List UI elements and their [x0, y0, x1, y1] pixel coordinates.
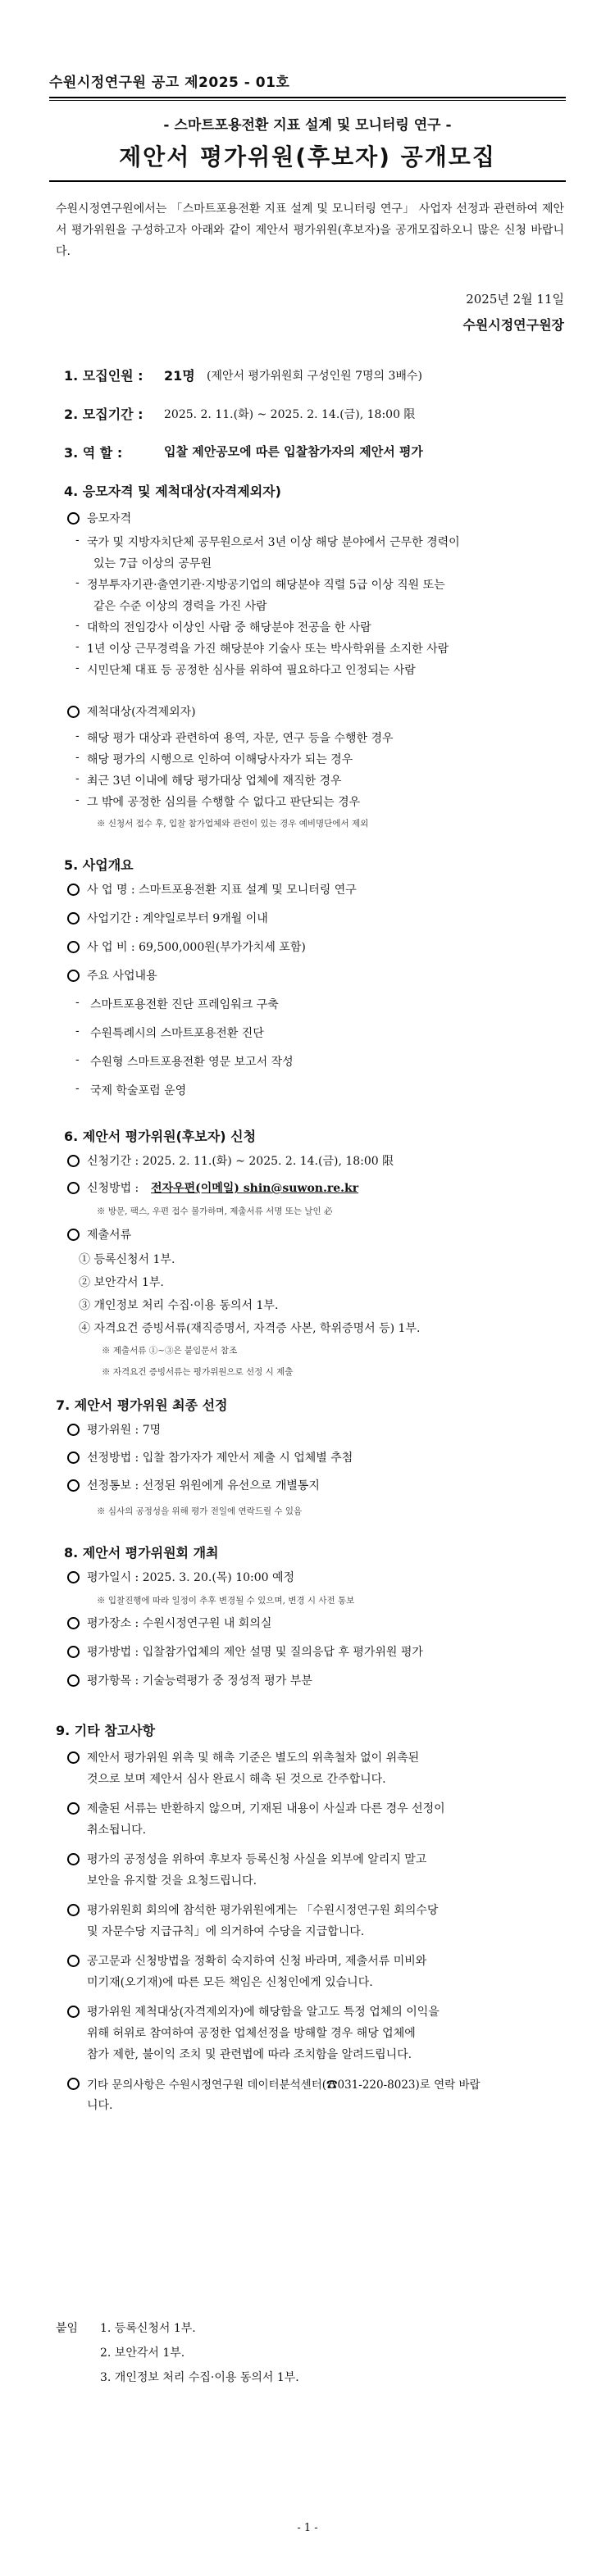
s5-content-item: 국제 학술포럼 운영 — [90, 1084, 187, 1097]
s1-detail: (제안서 평가위원회 구성인원 7명의 3배수) — [207, 370, 422, 383]
circle-bullet-icon — [67, 1646, 80, 1658]
s2-label: 2. 모집기간 : — [64, 407, 144, 422]
s6-docs-head: 제출서류 — [87, 1229, 132, 1242]
s4-excl-line: 해당 평가의 시행으로 인하여 이해당사자가 되는 경우 — [87, 753, 353, 766]
circle-bullet-icon — [67, 1904, 80, 1916]
circle-bullet-icon — [67, 1452, 80, 1464]
s7-note: ※ 심사의 공정성을 위해 평가 전일에 연락드릴 수 있음 — [97, 1506, 303, 1516]
document-subtitle: - 스마트포용전환 지표 설계 및 모니터링 연구 - — [163, 117, 452, 134]
attach-item: 3. 개인정보 처리 수집·이용 동의서 1부. — [100, 2371, 299, 2384]
circle-bullet-icon — [67, 1853, 80, 1865]
s7-method: 선정방법 : 입찰 참가자가 제안서 제출 시 업체별 추첨 — [87, 1452, 353, 1465]
document-title: 제안서 평가위원(후보자) 공개모집 — [119, 143, 496, 170]
s6-docs-note: ※ 제출서류 ①~③은 붙임문서 참조 — [102, 1346, 238, 1356]
s4-qual-line: 정부투자기관·출연기관·지방공기업의 해당분야 직렬 5급 이상 직원 또는 — [87, 579, 445, 592]
circle-bullet-icon — [67, 941, 80, 953]
s4-qual-line: 1년 이상 근무경력을 가진 해당분야 기술사 또는 박사학위를 소지한 사람 — [87, 643, 449, 656]
circle-bullet-icon — [67, 1751, 80, 1764]
s4-excl-note: ※ 신청서 접수 후, 입찰 참가업체와 관련이 있는 경우 예비명단에서 제외 — [97, 819, 369, 829]
s4-qual-line: 국가 및 지방자치단체 공무원으로서 3년 이상 해당 분야에서 근무한 경력이 — [87, 536, 460, 549]
circle-bullet-icon — [67, 884, 80, 896]
s9-item-line: 평가위원 제척대상(자격제외자)에 해당함을 알고도 특정 업체의 이익을 — [87, 2006, 440, 2019]
announcement-date: 2025년 2월 11일 — [466, 292, 564, 307]
s9-item-line: 기타 문의사항은 수원시정연구원 데이터분석센터(☎031-220-8023)로 연락 바랍 — [87, 2079, 481, 2092]
email-link[interactable]: 전자우편(이메일) shin@suwon.re.kr — [151, 1182, 359, 1195]
s6-title: 6. 제안서 평가위원(후보자) 신청 — [64, 1129, 257, 1144]
attach-label: 붙임 — [56, 2322, 79, 2335]
s5-content-head: 주요 사업내용 — [87, 970, 157, 983]
circle-bullet-icon — [67, 1674, 80, 1687]
s8-method: 평가방법 : 입찰참가업체의 제안 설명 및 질의응답 후 평가위원 평가 — [87, 1646, 423, 1659]
s9-item-line: 제안서 평가위원 위촉 및 해촉 기준은 별도의 위촉철차 없이 위촉된 — [87, 1751, 420, 1765]
s4-excl-line: 해당 평가 대상과 관련하여 용역, 자문, 연구 등을 수행한 경우 — [87, 732, 394, 745]
s4-qual-head: 응모자격 — [87, 512, 132, 525]
s9-item-line: 공고문과 신청방법을 정확히 숙지하여 신청 바라며, 제출서류 미비와 — [87, 1955, 427, 1968]
circle-bullet-icon — [67, 706, 80, 718]
page-number: - 1 - — [297, 2522, 318, 2534]
s5-content-item: 수원특례시의 스마트포용전환 진단 — [90, 1027, 264, 1040]
s8-date: 평가일시 : 2025. 3. 20.(목) 10:00 예정 — [87, 1571, 295, 1584]
s8-place: 평가장소 : 수원시정연구원 내 회의실 — [87, 1617, 272, 1630]
dash-bullet-icon: - — [75, 576, 80, 589]
s5-cost: 사 업 비 : 69,500,000원(부가가치세 포함) — [87, 941, 306, 954]
s7-members: 평가위원 : 7명 — [87, 1424, 162, 1437]
circle-bullet-icon — [67, 1802, 80, 1815]
attach-item: 1. 등록신청서 1부. — [100, 2322, 196, 2335]
s8-items: 평가항목 : 기술능력평가 중 정성적 평가 부분 — [87, 1674, 312, 1688]
s5-title: 5. 사업개요 — [64, 857, 134, 873]
dash-bullet-icon: - — [75, 1082, 80, 1095]
s5-period: 사업기간 : 계약일로부터 9개월 이내 — [87, 912, 268, 925]
issuing-organization: 수원시정연구원장 — [462, 317, 564, 333]
notice-number: 수원시정연구원 공고 제2025 - 01호 — [49, 75, 290, 91]
s3-label: 3. 역 할 : — [64, 445, 123, 461]
s9-item-line: 보안을 유지할 것을 요청드립니다. — [87, 1874, 257, 1888]
s5-content-item: 수원형 스마트포용전환 영문 보고서 작성 — [90, 1056, 294, 1069]
circle-bullet-icon — [67, 1571, 80, 1583]
s4-title: 4. 응모자격 및 제척대상(자격제외자) — [64, 484, 281, 499]
circle-bullet-icon — [67, 1617, 80, 1629]
s7-notice: 선정통보 : 선정된 위원에게 유선으로 개별통지 — [87, 1479, 320, 1492]
s6-doc-item: ② 보안각서 1부. — [79, 1276, 164, 1289]
dash-bullet-icon: - — [75, 729, 80, 743]
intro-paragraph: 수원시정연구원에서는 「스마트포용전환 지표 설계 및 모니터링 연구」 사업자 선정과 관련하여 제안서 평가위원을 구성하고자 아래와 같이 제안서 평가위원(후보자)을 공개모집하오니 많은 신청 바랍니다. — [56, 202, 564, 258]
s4-excl-line: 최근 3년 이내에 해당 평가대상 업체에 재직한 경우 — [87, 775, 342, 788]
s9-item-line: 제출된 서류는 반환하지 않으며, 기재된 내용이 사실과 다른 경우 선정이 — [87, 1802, 445, 1815]
header-rule-thin — [49, 100, 566, 101]
dash-bullet-icon: - — [75, 534, 80, 547]
s7-title: 7. 제안서 평가위원 최종 선정 — [56, 1397, 228, 1413]
s6-doc-item: ① 등록신청서 1부. — [79, 1253, 175, 1266]
s1-label: 1. 모집인원 : — [64, 368, 144, 384]
s9-item-line: 것으로 보며 제안서 심사 완료시 해촉 된 것으로 간주합니다. — [87, 1773, 386, 1786]
s4-qual-line: 같은 수준 이상의 경력을 가진 사람 — [93, 600, 267, 613]
s9-item-line: 미기재(오기재)에 따른 모든 책임은 신청인에게 있습니다. — [87, 1976, 373, 1989]
s9-title: 9. 기타 참고사항 — [56, 1723, 156, 1738]
s6-doc-item: ③ 개인정보 처리 수집·이용 동의서 1부. — [79, 1299, 279, 1312]
dash-bullet-icon: - — [75, 1024, 80, 1038]
attach-item: 2. 보안각서 1부. — [100, 2347, 185, 2360]
dash-bullet-icon: - — [75, 661, 80, 675]
circle-bullet-icon — [67, 1424, 80, 1436]
s4-qual-line: 있는 7급 이상의 공무원 — [93, 557, 212, 570]
header-rule-bottom — [49, 180, 566, 182]
s4-excl-line: 그 밖에 공정한 심의를 수행할 수 없다고 판단되는 경우 — [87, 796, 361, 809]
s8-title: 8. 제안서 평가위원회 개최 — [64, 1545, 219, 1561]
s5-content-item: 스마트포용전환 진단 프레임워크 구축 — [90, 998, 279, 1011]
circle-bullet-icon — [67, 2078, 80, 2090]
circle-bullet-icon — [67, 912, 80, 925]
dash-bullet-icon: - — [75, 793, 80, 806]
s3-detail: 입찰 제안공모에 따른 입찰참가자의 제안서 평가 — [164, 444, 423, 459]
s4-qual-line: 시민단체 대표 등 공정한 심사를 위하여 필요하다고 인정되는 사람 — [87, 664, 416, 677]
dash-bullet-icon: - — [75, 751, 80, 764]
s9-item-line: 취소됩니다. — [87, 1824, 147, 1837]
s8-date-note: ※ 입찰진행에 따라 일정이 추후 변경될 수 있으며, 변경 시 사전 통보 — [97, 1596, 355, 1606]
s9-item-line: 참가 제한, 불이익 조치 및 관련법에 따라 조치함을 알려드립니다. — [87, 2048, 412, 2061]
s6-method-note: ※ 방문, 팩스, 우편 접수 불가하며, 제출서류 서명 또는 날인 必 — [97, 1206, 333, 1216]
s6-method-label: 신청방법 : — [87, 1182, 139, 1195]
dash-bullet-icon: - — [75, 996, 80, 1009]
s9-item-line: 위해 허위로 참여하여 공정한 업체선정을 방해할 경우 해당 업체에 — [87, 2027, 416, 2040]
s4-excl-head: 제척대상(자격제외자) — [87, 706, 196, 719]
dash-bullet-icon: - — [75, 640, 80, 653]
circle-bullet-icon — [67, 1229, 80, 1241]
s9-item-line: 및 자문수당 지급규칙」에 의거하여 수당을 지급합니다. — [87, 1925, 365, 1938]
s1-count: 21명 — [164, 368, 195, 384]
s6-docs-note: ※ 자격요건 증빙서류는 평가위원으로 선정 시 제출 — [102, 1367, 294, 1377]
s6-period: 신청기간 : 2025. 2. 11.(화) ~ 2025. 2. 14.(금), 18:00 限 — [87, 1155, 394, 1168]
s9-item-line: 평가위원회 회의에 참석한 평가위원에게는 「수원시정연구원 회의수당 — [87, 1904, 439, 1917]
circle-bullet-icon — [67, 1182, 80, 1194]
circle-bullet-icon — [67, 512, 80, 525]
circle-bullet-icon — [67, 2006, 80, 2018]
s9-item-line: 평가의 공정성을 위하여 후보자 등록신청 사실을 외부에 알리지 말고 — [87, 1853, 427, 1866]
circle-bullet-icon — [67, 1479, 80, 1492]
s9-item-line: 니다. — [87, 2099, 113, 2112]
dash-bullet-icon: - — [75, 772, 80, 785]
circle-bullet-icon — [67, 1155, 80, 1167]
dash-bullet-icon: - — [75, 619, 80, 632]
header-rule-top — [49, 97, 566, 98]
s4-qual-line: 대학의 전임강사 이상인 사람 중 해당분야 전공을 한 사람 — [87, 621, 371, 634]
s2-detail: 2025. 2. 11.(화) ~ 2025. 2. 14.(금), 18:00 限 — [164, 408, 416, 421]
s6-doc-item: ④ 자격요건 증빙서류(재직증명서, 자격증 사본, 학위증명서 등) 1부. — [79, 1322, 421, 1335]
circle-bullet-icon — [67, 1955, 80, 1967]
s5-name: 사 업 명 : 스마트포용전환 지표 설계 및 모니터링 연구 — [87, 884, 357, 897]
circle-bullet-icon — [67, 970, 80, 982]
dash-bullet-icon: - — [75, 1053, 80, 1066]
